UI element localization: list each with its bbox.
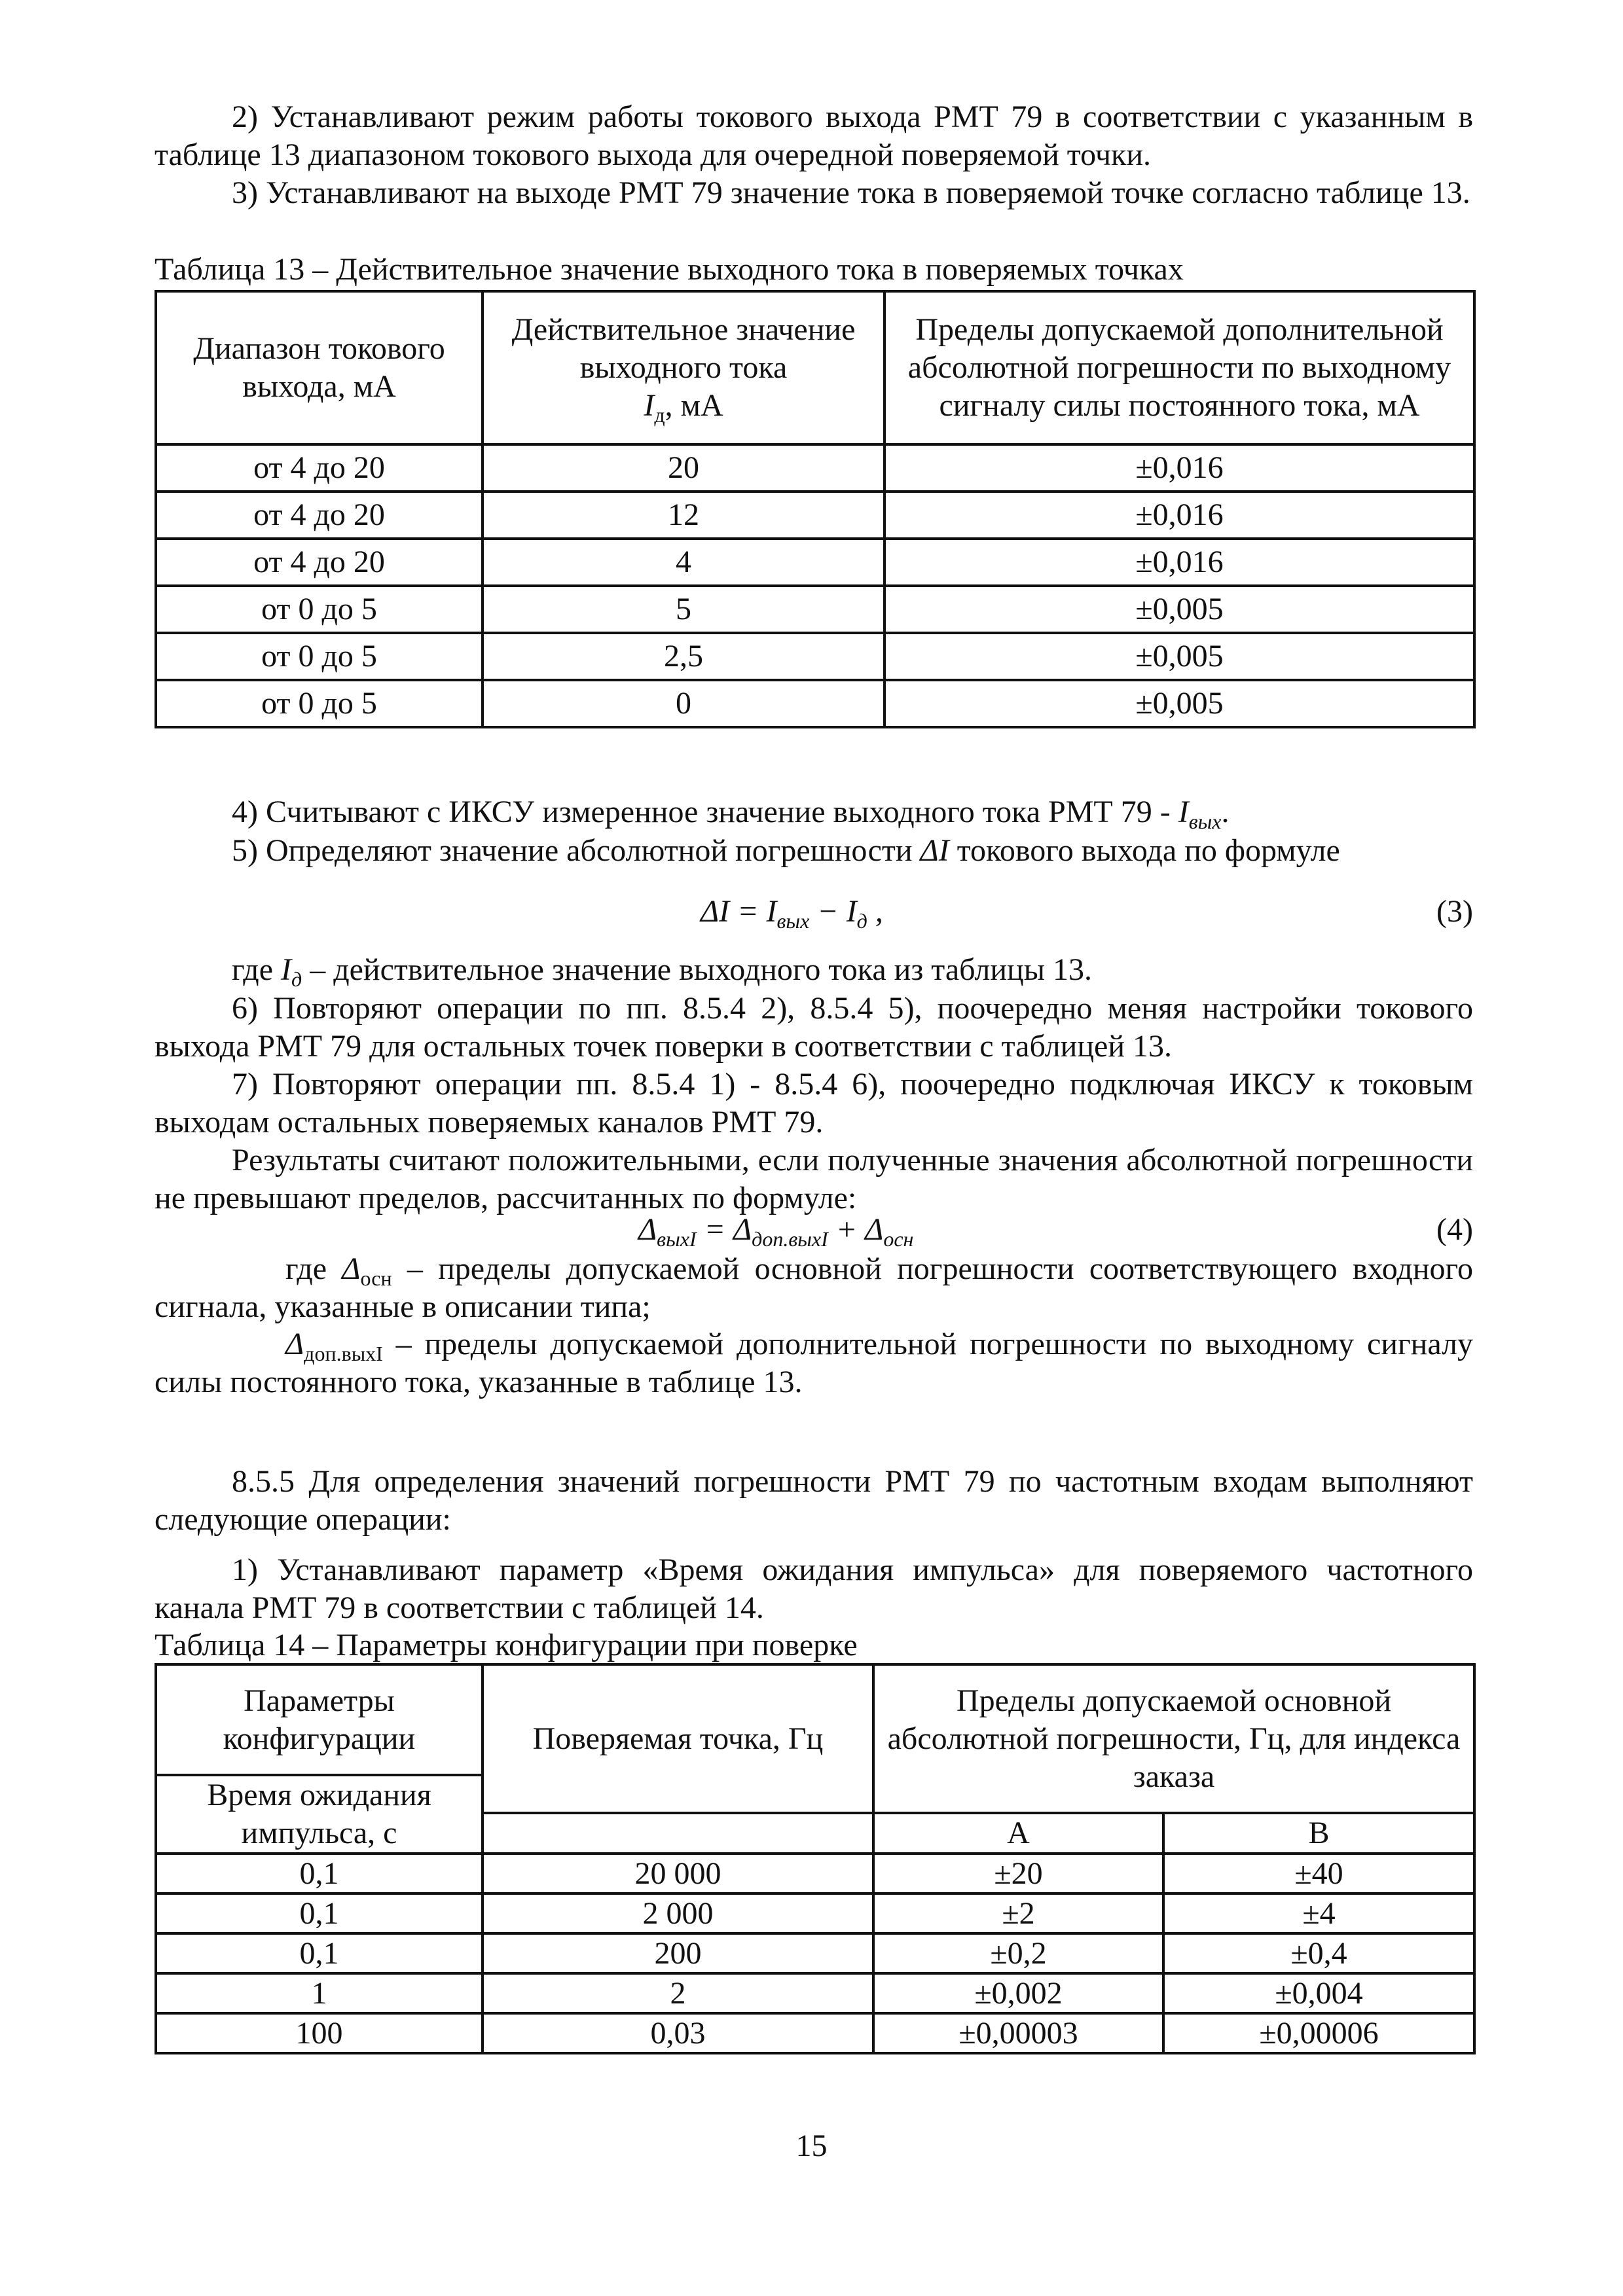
paragraph-where-2 bbox=[155, 1250, 1473, 1326]
table14-cell-point: 2 000 bbox=[483, 1893, 873, 1933]
table14-header-b: B bbox=[1163, 1813, 1474, 1854]
table14-cell-wait: 0,1 bbox=[156, 1854, 483, 1893]
symbol-i-out-sub: вых bbox=[1188, 810, 1222, 833]
table14-cell-wait: 1 bbox=[156, 1973, 483, 2013]
table14-header-config: Параметры конфигурации bbox=[156, 1664, 483, 1775]
table14-caption: Таблица 14 – Параметры конфигурации при поверке bbox=[155, 1628, 858, 1662]
where-3-text: – пределы допускаемой дополнительной погрешности по выходному сигналу силы постоянного тока, указанные в таблице 13. bbox=[155, 1327, 1473, 1399]
table-row bbox=[156, 586, 1474, 633]
paragraph-step-5-text: 5) Определяют значение абсолютной погрешности bbox=[232, 833, 921, 868]
table13-cell-range: от 0 до 5 bbox=[156, 586, 483, 633]
table-row bbox=[156, 492, 1474, 539]
paragraph-step-1-freq: 1) Устанавливают параметр «Время ожидания импульса» для поверяемого частотного канала РМТ 79 в соответствии с таблицей 14. bbox=[155, 1552, 1473, 1625]
formula-4-delta2: Δ bbox=[733, 1212, 752, 1247]
paragraph-results: Результаты считают положительными, если полученные значения абсолютной погрешности не превышают пределов, рассчитанных по формуле: bbox=[155, 1143, 1473, 1215]
table13-header-actual-sub: д bbox=[654, 403, 665, 427]
formula-4-plus: + bbox=[828, 1212, 866, 1247]
table14-cell-point: 2 bbox=[483, 1973, 873, 2013]
where-2-text: – пределы допускаемой основной погрешности соответствующего входного сигнала, указанные в описании типа; bbox=[155, 1251, 1474, 1324]
paragraph-step-3: 3) Устанавливают на выходе РМТ 79 значение тока в поверяемой точке согласно таблице 13. bbox=[232, 175, 1470, 210]
table13-header-actual bbox=[483, 291, 884, 444]
paragraph-where-3 bbox=[155, 1325, 1473, 1401]
formula-3-lhs: ΔI = I bbox=[701, 894, 777, 929]
table13-header-actual-text: Действительное значение выходного тока bbox=[511, 312, 856, 385]
paragraph-where-1 bbox=[155, 951, 1473, 989]
table14-cell-a: ±0,002 bbox=[873, 1973, 1163, 2013]
where-2-symbol: Δ bbox=[342, 1251, 361, 1286]
table14-cell-b: ±4 bbox=[1163, 1893, 1474, 1933]
formula-4-eq: = bbox=[696, 1212, 733, 1247]
table13-cell-range: от 4 до 20 bbox=[156, 539, 483, 586]
formula-4-sub3: осн bbox=[883, 1227, 914, 1251]
table14-cell-b: ±0,004 bbox=[1163, 1973, 1474, 2013]
table14-cell-point: 200 bbox=[483, 1933, 873, 1973]
page-number: 15 bbox=[795, 2128, 828, 2163]
table13-cell-limit: ±0,016 bbox=[884, 492, 1474, 539]
table14-cell-b: ±0,00006 bbox=[1163, 2013, 1474, 2053]
formula-4-sub2: доп.выхI bbox=[752, 1227, 828, 1251]
table13-cell-limit: ±0,016 bbox=[884, 444, 1474, 492]
table13-caption: Таблица 13 – Действительное значение выходного тока в поверяемых точках bbox=[155, 252, 1184, 287]
table13-cell-limit: ±0,016 bbox=[884, 539, 1474, 586]
formula-3-sub2: д bbox=[856, 909, 867, 933]
paragraph-step-4-end: . bbox=[1221, 795, 1230, 829]
table14-header-row-1 bbox=[156, 1664, 1474, 1775]
table14-cell-a: ±0,00003 bbox=[873, 2013, 1163, 2053]
paragraph-step-4-text: 4) Считывают с ИКСУ измеренное значение выходного тока РМТ 79 - bbox=[232, 795, 1178, 829]
table13-cell-actual: 2,5 bbox=[483, 633, 884, 680]
table13-cell-limit: ±0,005 bbox=[884, 633, 1474, 680]
symbol-delta-i: ΔI bbox=[920, 833, 949, 868]
table13-header-actual-symbol: I bbox=[644, 388, 655, 423]
table-row bbox=[156, 680, 1474, 727]
table14-cell-point: 20 000 bbox=[483, 1854, 873, 1893]
table14-cell-wait: 0,1 bbox=[156, 1933, 483, 1973]
paragraph-step-2: 2) Устанавливают режим работы токового выхода РМТ 79 в соответствии с указанным в таблице 13 диапазоном токового выхода для очередной поверяемой точки. bbox=[155, 99, 1473, 172]
table14-header-point: Поверяемая точка, Гц bbox=[483, 1664, 873, 1813]
table14-cell-point: 0,03 bbox=[483, 2013, 873, 2053]
paragraph-step-5 bbox=[155, 832, 1473, 870]
where-3-sub: доп.выхI bbox=[304, 1342, 383, 1365]
table14-cell-a: ±0,2 bbox=[873, 1933, 1163, 1973]
formula-3-sub1: вых bbox=[776, 909, 810, 933]
table14-cell-wait: 100 bbox=[156, 2013, 483, 2053]
table13-cell-actual: 20 bbox=[483, 444, 884, 492]
table14-header-point-spacer bbox=[483, 1813, 873, 1854]
table13-grid bbox=[155, 290, 1476, 728]
table13-cell-actual: 0 bbox=[483, 680, 884, 727]
table13-header-actual-unit: , мА bbox=[665, 388, 723, 423]
table13-cell-actual: 4 bbox=[483, 539, 884, 586]
formula-3-number: (3) bbox=[1436, 894, 1473, 929]
formula-3-end: , bbox=[867, 894, 883, 929]
paragraph-step-4 bbox=[155, 793, 1473, 831]
table13-cell-actual: 12 bbox=[483, 492, 884, 539]
table14-cell-a: ±2 bbox=[873, 1893, 1163, 1933]
table13-cell-range: от 4 до 20 bbox=[156, 444, 483, 492]
table-row bbox=[156, 1854, 1474, 1893]
formula-4-number: (4) bbox=[1436, 1212, 1473, 1247]
table13 bbox=[155, 290, 1473, 728]
table14-cell-a: ±20 bbox=[873, 1854, 1163, 1893]
where-1-prefix: где bbox=[232, 952, 282, 987]
table14-cell-b: ±0,4 bbox=[1163, 1933, 1474, 1973]
paragraph-step-7: 7) Повторяют операции пп. 8.5.4 1) - 8.5.4 6), поочередно подключая ИКСУ к токовым выходам остальных поверяемых каналов РМТ 79. bbox=[155, 1067, 1473, 1139]
table13-header-limits: Пределы допускаемой дополнительной абсолютной погрешности по выходному сигналу силы постоянного тока, мА bbox=[884, 291, 1474, 444]
table13-cell-range: от 0 до 5 bbox=[156, 633, 483, 680]
table14-grid bbox=[155, 1663, 1476, 2054]
table14-cell-b: ±40 bbox=[1163, 1854, 1474, 1893]
paragraph-step-6: 6) Повторяют операции по пп. 8.5.4 2), 8.5.4 5), поочередно меняя настройки токового выхода РМТ 79 для остальных точек поверки в соответствии с таблицей 13. bbox=[155, 991, 1473, 1064]
table13-header-row bbox=[156, 291, 1474, 444]
table-row bbox=[156, 539, 1474, 586]
table13-header-range: Диапазон токового выхода, мА bbox=[156, 291, 483, 444]
table14-cell-wait: 0,1 bbox=[156, 1893, 483, 1933]
paragraph-8-5-5: 8.5.5 Для определения значений погрешности РМТ 79 по частотным входам выполняют следующие операции: bbox=[155, 1464, 1473, 1537]
table13-cell-limit: ±0,005 bbox=[884, 680, 1474, 727]
formula-3-mid: − I bbox=[809, 894, 857, 929]
table13-cell-range: от 0 до 5 bbox=[156, 680, 483, 727]
where-1-symbol: I bbox=[281, 952, 292, 987]
formula-3 bbox=[701, 893, 883, 931]
table14-header-limits: Пределы допускаемой основной абсолютной погрешности, Гц, для индекса заказа bbox=[873, 1664, 1474, 1813]
paragraph-step-5-end: токового выхода по формуле bbox=[949, 833, 1340, 868]
table-row bbox=[156, 444, 1474, 492]
table-row bbox=[156, 2013, 1474, 2053]
formula-4-delta3: Δ bbox=[865, 1212, 884, 1247]
symbol-i-out: I bbox=[1178, 795, 1189, 829]
table13-cell-range: от 4 до 20 bbox=[156, 492, 483, 539]
where-3-symbol: Δ bbox=[285, 1327, 304, 1361]
table13-cell-limit: ±0,005 bbox=[884, 586, 1474, 633]
table-row bbox=[156, 1973, 1474, 2013]
where-2-prefix: где bbox=[285, 1251, 342, 1286]
formula-4 bbox=[638, 1211, 913, 1249]
table14-header-wait: Время ожидания импульса, с bbox=[156, 1775, 483, 1854]
table-row bbox=[156, 633, 1474, 680]
table14-header-a: A bbox=[873, 1813, 1163, 1854]
where-2-sub: осн bbox=[360, 1266, 392, 1290]
formula-4-delta1: Δ bbox=[638, 1212, 657, 1247]
formula-4-sub1: выхI bbox=[657, 1227, 697, 1251]
table14 bbox=[155, 1663, 1473, 2054]
table-row bbox=[156, 1893, 1474, 1933]
where-1-text: – действительное значение выходного тока из таблицы 13. bbox=[302, 952, 1092, 987]
where-1-sub: д bbox=[291, 967, 302, 991]
table-row bbox=[156, 1933, 1474, 1973]
table13-cell-actual: 5 bbox=[483, 586, 884, 633]
